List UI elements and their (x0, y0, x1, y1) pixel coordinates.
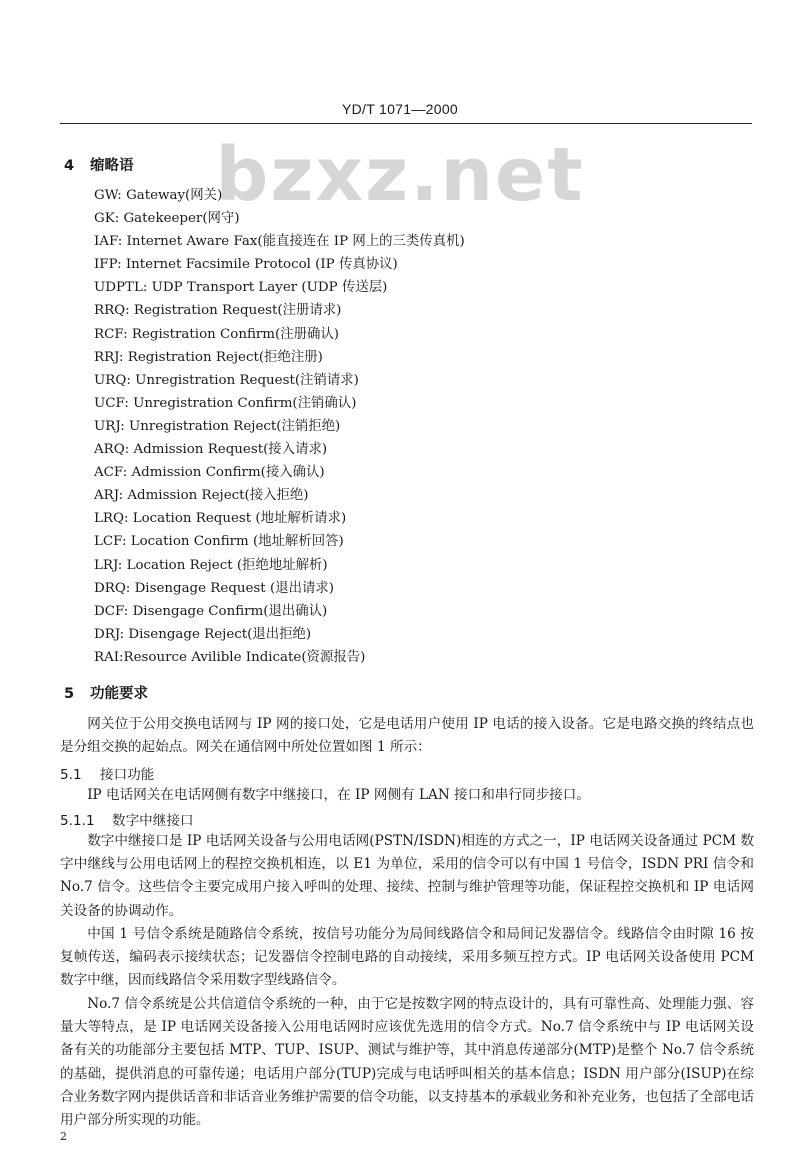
paragraph-no7-signaling: No.7 信令系统是公共信道信令系统的一种，由于它是按数字网的特点设计的，具有可靠性高、处理能力强、容量大等特点，是 IP 电话网关设备接入公用电话网时应该优先选用的信令方式。No.7 信令系统中与 IP 电话网关设备有关的功能部分主要包括 MTP、TUP、ISUP、测试与维护等，其中消息传递部分(MTP)是整个 No.7 信令系统的基础，提供消息的可靠传递；电话用户部分(TUP)完成与电话呼叫相关的基本信息；ISDN 用户部分(ISUP)在综合业务数字网内提供话音和非话音业务维护需要的信令功能，以支持基本的承载业务和补充业务，也包括了全部电话用户部分所实现的功能。 (60, 996, 754, 1129)
abbreviation-item: URJ: Unregistration Reject(注销拒绝) (94, 418, 341, 434)
subsection-5-1-1-heading (60, 809, 194, 829)
abbreviation-item: LRQ: Location Request (地址解析请求) (94, 511, 347, 527)
section-number: 4 (64, 158, 75, 174)
abbreviation-item: DRQ: Disengage Request (退出请求) (94, 580, 334, 596)
subsection-number: 5.1.1 (60, 813, 95, 829)
abbreviation-item: IFP: Internet Facsimile Protocol (IP 传真协议) (94, 257, 398, 273)
subsection-5-1-text: IP 电话网关在电话网侧有数字中继接口，在 IP 网侧有 LAN 接口和串行同步接口。 (87, 787, 590, 803)
section-5-heading (64, 682, 148, 703)
abbreviation-item: RRQ: Registration Request(注册请求) (94, 303, 342, 319)
section-4-heading (64, 154, 134, 175)
abbreviation-item: LCF: Location Confirm (地址解析回答) (94, 534, 344, 550)
abbreviation-item: RCF: Registration Confirm(注册确认) (94, 326, 339, 342)
subsection-title: 数字中继接口 (112, 813, 194, 829)
paragraph-digital-trunk: 数字中继接口是 IP 电话网关设备与公用电话网(PSTN/ISDN)相连的方式之一，IP 电话网关设备通过 PCM 数字中继线与公用电话网上的程控交换机相连，以 E1 为单位，采用的信令可以有中国 1 号信令，ISDN PRI 信令和 No.7 信令。这些信令主要完成用户接入呼叫的处理、接续、控制与维护管理等功能，保证程控交换机和 IP 电话网关设备的协调动作。 (60, 833, 754, 919)
watermark: bzxz.net (215, 132, 585, 218)
abbreviation-item: GW: Gateway(网关) (94, 188, 223, 203)
subsection-number: 5.1 (60, 767, 82, 783)
section-number: 5 (64, 686, 75, 702)
section-5-intro: 网关位于公用交换电话网与 IP 网的接口处，它是电话用户使用 IP 电话的接入设备。它是电路交换的终结点也是分组交换的起始点。网关在通信网中所处位置如图 1 所示： (60, 716, 754, 756)
abbreviation-item: DRJ: Disengage Reject(退出拒绝) (94, 626, 312, 642)
abbreviation-item: ACF: Admission Confirm(接入确认) (94, 465, 325, 481)
subsection-5-1-heading (60, 763, 154, 783)
abbreviation-item: ARQ: Admission Request(接入请求) (94, 442, 328, 458)
header-rule (60, 123, 752, 124)
abbreviation-item: ARJ: Admission Reject(接入拒绝) (94, 488, 309, 504)
abbreviation-item: DCF: Disengage Confirm(退出确认) (94, 603, 328, 619)
abbreviation-item: RAI:Resource Avilible Indicate(资源报告) (94, 649, 366, 665)
abbreviation-item: UCF: Unregistration Confirm(注销确认) (94, 395, 357, 411)
section-title: 缩略语 (90, 158, 134, 174)
abbreviation-item: UDPTL: UDP Transport Layer (UDP 传送层) (94, 280, 388, 296)
abbreviation-item: GK: Gatekeeper(网守) (94, 211, 240, 227)
section-title: 功能要求 (90, 686, 148, 702)
subsection-title: 接口功能 (100, 767, 155, 783)
abbreviation-item: URQ: Unregistration Request(注销请求) (94, 372, 359, 388)
page-number: 2 (60, 1130, 67, 1143)
abbreviation-list (94, 184, 465, 669)
abbreviation-item: LRJ: Location Reject (拒绝地址解析) (94, 557, 328, 573)
abbreviation-item: RRJ: Registration Reject(拒绝注册) (94, 349, 323, 365)
abbreviation-item: IAF: Internet Aware Fax(能直接连在 IP 网上的三类传真机) (94, 234, 465, 250)
running-header: YD/T 1071—2000 (341, 101, 458, 117)
paragraph-china-no1-signaling: 中国 1 号信令系统是随路信令系统，按信号功能分为局间线路信令和局间记发器信令。线路信令由时隙 16 按复帧传送，编码表示接续状态；记发器信令控制电路的自动接续，采用多频互控方式。IP 电话网关设备使用 PCM 数字中继，因而线路信令采用数字型线路信令。 (60, 926, 754, 989)
